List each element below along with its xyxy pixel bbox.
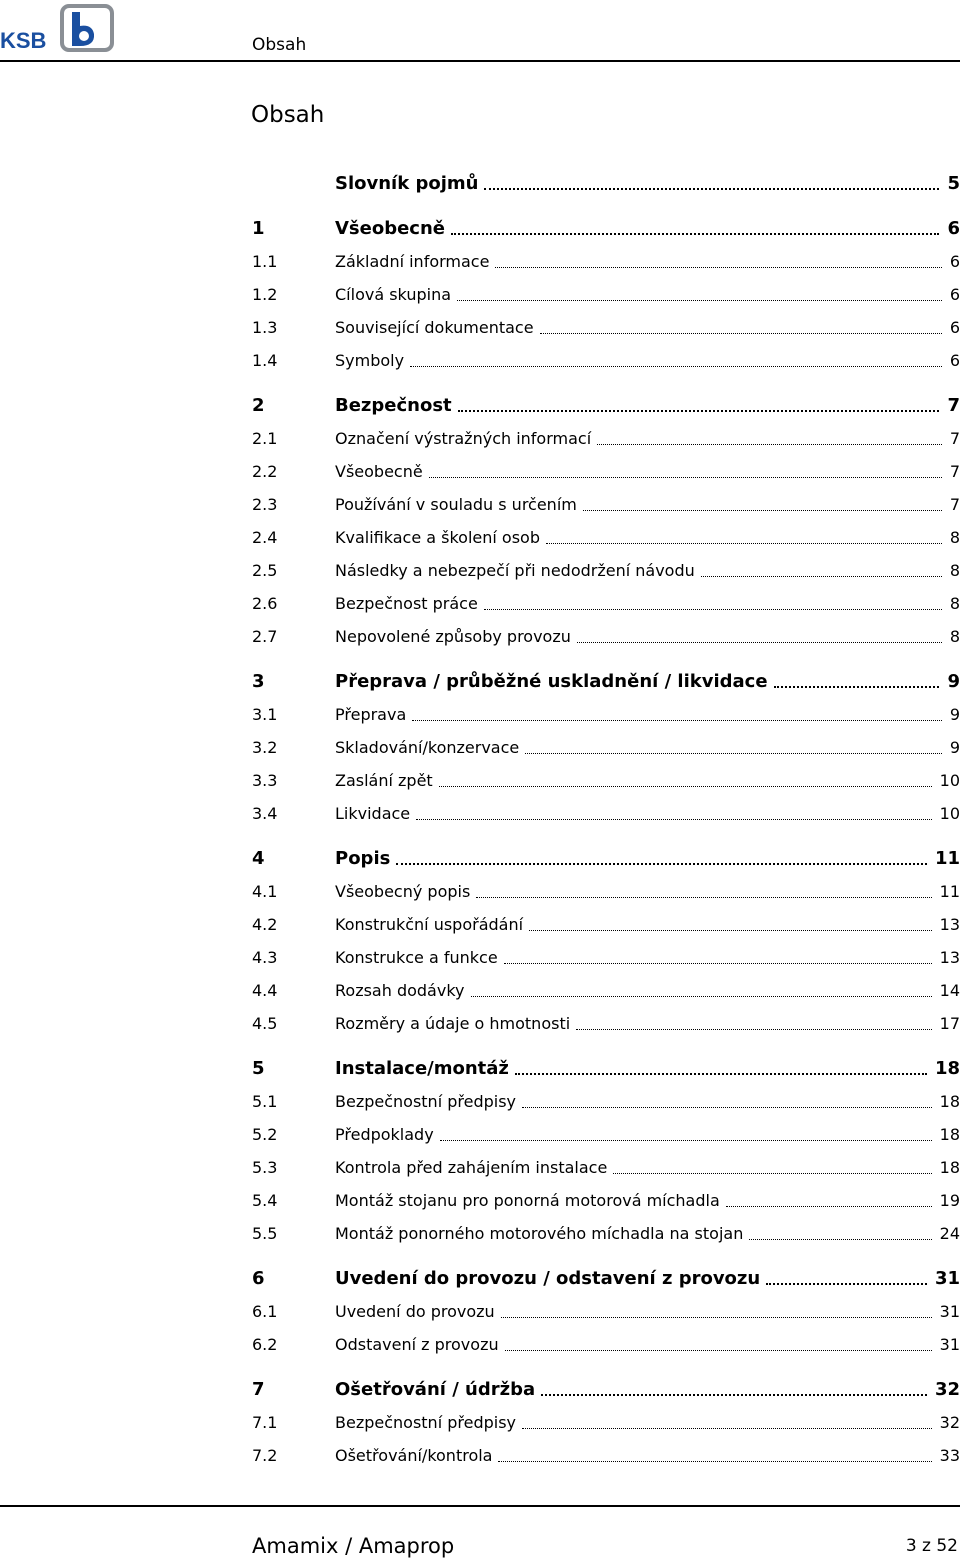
toc-entry-number: 3 [252, 671, 265, 692]
toc-entry-page: 6 [947, 218, 960, 239]
toc-entry-page: 7 [947, 395, 960, 416]
toc-entry-title: Likvidace [335, 804, 411, 823]
toc-dot-leader [576, 1028, 931, 1030]
toc-chapter-entry[interactable] [252, 847, 960, 871]
toc-entry-title: Uvedení do provozu [335, 1302, 495, 1321]
toc-dot-leader [440, 1139, 932, 1141]
toc-chapter-entry[interactable] [252, 670, 960, 694]
toc-entry-title: Bezpečnost práce [335, 594, 478, 613]
toc-entry-number: 5.3 [252, 1158, 278, 1177]
toc-entry-page: 8 [949, 627, 960, 646]
toc-section-entry[interactable] [252, 736, 960, 760]
toc-entry-title: Nepovolené způsoby provozu [335, 627, 571, 646]
toc-entry-page: 13 [939, 948, 960, 967]
toc-entry-page: 24 [939, 1224, 960, 1243]
toc-entry-page: 8 [949, 594, 960, 613]
toc-section-entry[interactable] [252, 1012, 960, 1036]
toc-entry-page: 8 [949, 561, 960, 580]
toc-entry-title: Instalace/montáž [335, 1058, 509, 1079]
toc-section-entry[interactable] [252, 316, 960, 340]
toc-entry-title: Symboly [335, 351, 405, 370]
toc-entry-page: 17 [939, 1014, 960, 1033]
toc-entry-number: 4.4 [252, 981, 278, 1000]
toc-dot-leader [429, 476, 942, 478]
toc-entry-number: 5.2 [252, 1125, 278, 1144]
toc-entry-page: 9 [947, 671, 960, 692]
toc-entry-number: 1.2 [252, 285, 278, 304]
toc-entry-page: 33 [939, 1446, 960, 1465]
toc-entry-number: 1 [252, 218, 265, 239]
toc-section-entry[interactable] [252, 1444, 960, 1468]
toc-section-entry[interactable] [252, 1189, 960, 1213]
toc-section-entry[interactable] [252, 1090, 960, 1114]
toc-dot-leader [597, 443, 942, 445]
toc-dot-leader [541, 1393, 927, 1396]
toc-entry-number: 7 [252, 1379, 265, 1400]
toc-section-entry[interactable] [252, 493, 960, 517]
toc-entry-number: 4 [252, 848, 265, 869]
toc-entry-title: Kontrola před zahájením instalace [335, 1158, 608, 1177]
toc-dot-leader [416, 818, 932, 820]
page-title: Obsah [251, 102, 325, 128]
toc-section-entry[interactable] [252, 592, 960, 616]
toc-dot-leader [439, 785, 932, 787]
toc-entry-number: 4.1 [252, 882, 278, 901]
toc-entry-page: 18 [934, 1058, 960, 1079]
toc-section-entry[interactable] [252, 427, 960, 451]
toc-chapter-entry[interactable] [252, 1267, 960, 1291]
toc-chapter-entry[interactable] [252, 394, 960, 418]
toc-entry-title: Rozměry a údaje o hmotnosti [335, 1014, 571, 1033]
toc-entry-page: 13 [939, 915, 960, 934]
toc-dot-leader [749, 1238, 931, 1240]
toc-dot-leader [515, 1072, 927, 1075]
toc-entry-number: 3.4 [252, 804, 278, 823]
toc-entry-title: Následky a nebezpečí při nedodržení návodu [335, 561, 695, 580]
toc-entry-page: 32 [939, 1413, 960, 1432]
toc-dot-leader [451, 232, 939, 235]
toc-entry-number: 7.1 [252, 1413, 278, 1432]
toc-entry-number: 5.1 [252, 1092, 278, 1111]
toc-section-entry[interactable] [252, 1411, 960, 1435]
toc-entry-title: Bezpečnostní předpisy [335, 1092, 517, 1111]
toc-entry-title: Uvedení do provozu / odstavení z provozu [335, 1268, 761, 1289]
toc-entry-number: 2.4 [252, 528, 278, 547]
toc-entry-number: 2.5 [252, 561, 278, 580]
toc-dot-leader [522, 1106, 932, 1108]
toc-dot-leader [613, 1172, 931, 1174]
toc-section-entry[interactable] [252, 1300, 960, 1324]
ksb-logo [0, 2, 116, 54]
toc-entry-title: Ošetřování/kontrola [335, 1446, 493, 1465]
logo-text: KSB [0, 28, 47, 53]
toc-dot-leader [501, 1316, 932, 1318]
toc-entry-title: Montáž ponorného motorového míchadla na stojan [335, 1224, 744, 1243]
toc-dot-leader [458, 409, 940, 412]
toc-entry-title: Kvalifikace a školení osob [335, 528, 540, 547]
toc-entry-page: 11 [934, 848, 960, 869]
toc-dot-leader [504, 962, 932, 964]
toc-dot-leader [484, 608, 942, 610]
toc-entry-number: 3.2 [252, 738, 278, 757]
toc-section-entry[interactable] [252, 460, 960, 484]
toc-dot-leader [766, 1282, 927, 1285]
toc-entry-title: Bezpečnost [335, 395, 452, 416]
toc-entry-page: 14 [939, 981, 960, 1000]
toc-dot-leader [701, 575, 942, 577]
toc-dot-leader [546, 542, 942, 544]
toc-dot-leader [577, 641, 942, 643]
toc-dot-leader [505, 1349, 932, 1351]
toc-entry-number: 6.2 [252, 1335, 278, 1354]
toc-entry-page: 31 [939, 1335, 960, 1354]
toc-entry-page: 18 [939, 1125, 960, 1144]
toc-section-entry[interactable] [252, 769, 960, 793]
toc-entry-number: 2.3 [252, 495, 278, 514]
toc-entry-page: 6 [949, 318, 960, 337]
toc-entry-number: 2.2 [252, 462, 278, 481]
toc-section-entry[interactable] [252, 880, 960, 904]
toc-entry-page: 32 [934, 1379, 960, 1400]
toc-entry-number: 5.4 [252, 1191, 278, 1210]
toc-entry-page: 18 [939, 1092, 960, 1111]
toc-entry-page: 31 [934, 1268, 960, 1289]
top-divider [0, 60, 960, 62]
toc-section-entry[interactable] [252, 559, 960, 583]
toc-section-entry[interactable] [252, 979, 960, 1003]
toc-entry-page: 8 [949, 528, 960, 547]
toc-entry-number: 5.5 [252, 1224, 278, 1243]
toc-dot-leader [529, 929, 932, 931]
toc-entry-page: 9 [949, 738, 960, 757]
toc-entry-page: 18 [939, 1158, 960, 1177]
footer-page-number: 3 z 52 [905, 1536, 958, 1556]
toc-entry-number: 1.4 [252, 351, 278, 370]
toc-entry-page: 19 [939, 1191, 960, 1210]
toc-entry-title: Montáž stojanu pro ponorná motorová míchadla [335, 1191, 720, 1210]
toc-dot-leader [484, 187, 939, 190]
toc-entry-number: 4.3 [252, 948, 278, 967]
toc-entry-page: 9 [949, 705, 960, 724]
toc-dot-leader [412, 719, 942, 721]
toc-entry-page: 10 [939, 771, 960, 790]
toc-chapter-entry[interactable] [252, 217, 960, 241]
header-title: Obsah [252, 35, 307, 55]
toc-entry-title: Související dokumentace [335, 318, 534, 337]
toc-entry-number: 4.5 [252, 1014, 278, 1033]
toc-dot-leader [583, 509, 942, 511]
toc-section-entry[interactable] [252, 283, 960, 307]
toc-entry-page: 31 [939, 1302, 960, 1321]
toc-dot-leader [476, 896, 931, 898]
toc-entry-page: 7 [949, 429, 960, 448]
toc-entry-title: Ošetřování / údržba [335, 1379, 536, 1400]
toc-entry-number: 2.6 [252, 594, 278, 613]
toc-dot-leader [495, 266, 941, 268]
toc-entry-number: 3.1 [252, 705, 278, 724]
toc-entry-title: Cílová skupina [335, 285, 452, 304]
toc-chapter-entry[interactable] [252, 172, 960, 196]
toc-entry-title: Popis [335, 848, 391, 869]
toc-entry-number: 6 [252, 1268, 265, 1289]
toc-dot-leader [540, 332, 942, 334]
toc-section-entry[interactable] [252, 946, 960, 970]
toc-entry-number: 1.1 [252, 252, 278, 271]
bottom-divider [0, 1505, 960, 1507]
toc-section-entry[interactable] [252, 250, 960, 274]
toc-dot-leader [471, 995, 932, 997]
toc-chapter-entry[interactable] [252, 1378, 960, 1402]
toc-entry-title: Rozsah dodávky [335, 981, 465, 1000]
toc-dot-leader [726, 1205, 932, 1207]
toc-entry-number: 1.3 [252, 318, 278, 337]
toc-section-entry[interactable] [252, 1222, 960, 1246]
toc-dot-leader [522, 1427, 932, 1429]
toc-entry-title: Předpoklady [335, 1125, 434, 1144]
toc-entry-number: 5 [252, 1058, 265, 1079]
toc-entry-title: Přeprava [335, 705, 407, 724]
toc-entry-title: Základní informace [335, 252, 490, 271]
toc-entry-title: Označení výstražných informací [335, 429, 592, 448]
toc-dot-leader [410, 365, 942, 367]
toc-section-entry[interactable] [252, 349, 960, 373]
toc-entry-title: Přeprava / průběžné uskladnění / likvidace [335, 671, 768, 692]
toc-section-entry[interactable] [252, 703, 960, 727]
toc-chapter-entry[interactable] [252, 1057, 960, 1081]
toc-entry-title: Zaslání zpět [335, 771, 433, 790]
toc-section-entry[interactable] [252, 625, 960, 649]
toc-section-entry[interactable] [252, 1156, 960, 1180]
toc-entry-number: 3.3 [252, 771, 278, 790]
toc-entry-title: Všeobecně [335, 462, 423, 481]
toc-section-entry[interactable] [252, 526, 960, 550]
toc-section-entry[interactable] [252, 913, 960, 937]
toc-entry-page: 6 [949, 285, 960, 304]
toc-entry-number: 2.7 [252, 627, 278, 646]
toc-entry-title: Skladování/konzervace [335, 738, 520, 757]
toc-entry-number: 2.1 [252, 429, 278, 448]
toc-entry-title: Všeobecně [335, 218, 446, 239]
toc-dot-leader [774, 685, 940, 688]
toc-dot-leader [498, 1460, 931, 1462]
toc-entry-title: Slovník pojmů [335, 173, 479, 194]
toc-entry-title: Odstavení z provozu [335, 1335, 499, 1354]
toc-entry-number: 7.2 [252, 1446, 278, 1465]
toc-dot-leader [457, 299, 942, 301]
toc-entry-title: Bezpečnostní předpisy [335, 1413, 517, 1432]
toc-section-entry[interactable] [252, 1333, 960, 1357]
toc-entry-number: 2 [252, 395, 265, 416]
footer-title: Amamix / Amaprop [252, 1534, 455, 1558]
toc-entry-title: Všeobecný popis [335, 882, 471, 901]
toc-entry-page: 10 [939, 804, 960, 823]
toc-entry-title: Konstrukce a funkce [335, 948, 498, 967]
toc-dot-leader [525, 752, 942, 754]
toc-section-entry[interactable] [252, 1123, 960, 1147]
toc-entry-number: 6.1 [252, 1302, 278, 1321]
toc-entry-title: Konstrukční uspořádání [335, 915, 524, 934]
toc-entry-page: 7 [949, 495, 960, 514]
toc-entry-number: 4.2 [252, 915, 278, 934]
toc-entry-page: 6 [949, 252, 960, 271]
toc-entry-page: 7 [949, 462, 960, 481]
toc-entry-page: 11 [939, 882, 960, 901]
toc-entry-title: Používání v souladu s určením [335, 495, 577, 514]
toc-section-entry[interactable] [252, 802, 960, 826]
toc-dot-leader [396, 862, 927, 865]
toc-entry-page: 5 [947, 173, 960, 194]
toc-entry-page: 6 [949, 351, 960, 370]
